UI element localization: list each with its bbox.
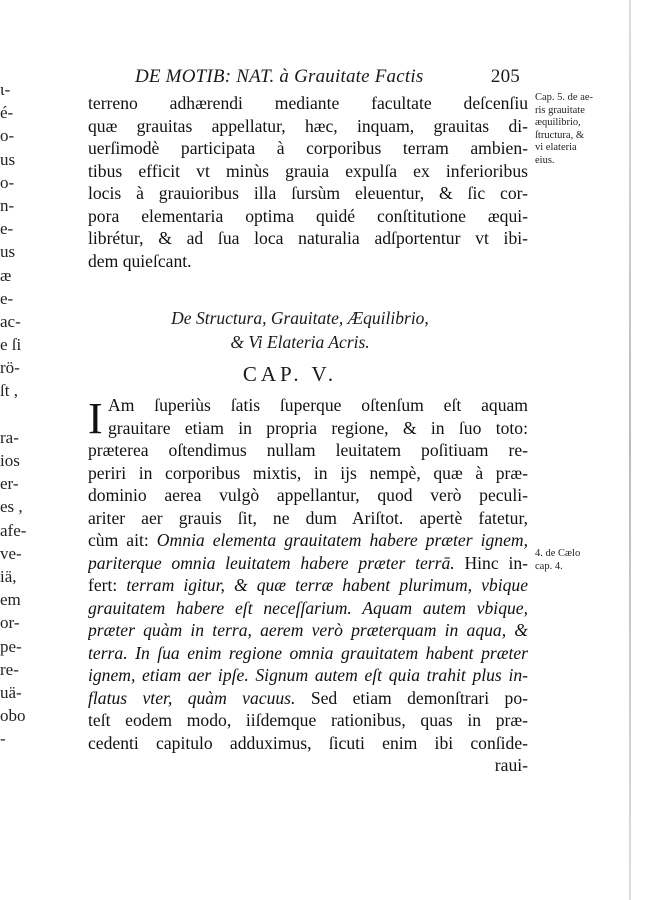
gutter-fragment: -: [0, 729, 6, 749]
gutter-fragment: e-: [0, 288, 14, 308]
margin-note-line: eius.: [535, 154, 555, 166]
gutter-fragment: re-: [0, 659, 19, 679]
text-line: terra. In ſua enim regione omnia grauitatem habent præter: [88, 642, 528, 663]
catchword-line: [88, 754, 528, 777]
gutter-fragment: e-: [0, 219, 14, 239]
gutter-fragment: e ſi: [0, 335, 22, 355]
text-line: cedenti capitulo adduximus, ſicuti enim ibi conſide-: [88, 732, 528, 753]
text-line: periri in corporibus mixtis, in ijs nempè, quæ à præ-: [88, 462, 528, 483]
paragraph-1: [88, 92, 528, 272]
italic-quotation: flatus vter, quàm vacuus.: [88, 687, 296, 708]
italic-quotation: Omnia elementa grauitatem habere præter ignem,: [156, 530, 528, 550]
italic-quotation: terram igitur, & quæ terræ habent plurimum, vbique: [126, 575, 528, 595]
text-line: pora elementaria optima quidé conſtitutione æqui-: [88, 205, 528, 226]
roman-text: Hinc in-: [454, 552, 528, 573]
margin-note-line: cap. 4.: [535, 560, 563, 572]
text-line: præterea oſtendimus nullam leuitatem poſitiuam re-: [88, 440, 528, 460]
gutter-fragment: em: [0, 590, 21, 610]
text-line: dem quieſcant.: [88, 250, 192, 271]
gutter-fragment: o-: [0, 172, 15, 192]
gutter-fragment: es ,: [0, 497, 23, 517]
text-line: Am ſuperiùs ſatis ſuperque oſtenſum eſt aquam: [108, 395, 528, 415]
section-heading-line-1: De Structura, Grauitate, Æquilibrio,: [171, 308, 429, 328]
text-line: grauitare etiam in propria regione, & in ſuo toto:: [108, 417, 528, 438]
gutter-fragment: [0, 403, 30, 426]
margin-note-line: æquilibrio,: [535, 117, 581, 128]
margin-note-line: vi elateria: [535, 142, 577, 153]
margin-note-de-caelo: [535, 548, 615, 573]
text-line: teſt eodem modo, iiſdemque rationibus, quas in præ-: [88, 710, 528, 730]
text-line: uerſimodè participata à corporibus terram ambien-: [88, 138, 528, 158]
gutter-fragment: ac-: [0, 311, 21, 331]
running-head: [135, 66, 520, 88]
text-line: terreno adhærendi mediante facultate deſcenſiu: [88, 93, 528, 113]
margin-note-line: 4. de Cælo: [535, 548, 581, 559]
text-line: dominio aerea vulgò appellantur, quod verò peculi-: [88, 485, 528, 505]
section-heading-line-2: & Vi Elateria Acris.: [230, 332, 370, 352]
gutter-fragment: rö-: [0, 358, 20, 378]
gutter-fragment: afe-: [0, 520, 27, 540]
running-head-title: DE MOTIB: NAT. à Grauitate Factis: [135, 66, 424, 87]
section-heading: [150, 306, 450, 354]
margin-note-line: Cap. 5. de ae-: [535, 92, 594, 103]
text-line: grauitatem habere eſt neceſſarium. Aquam autem vbique,: [88, 597, 528, 618]
text-line: tibus efficit vt minùs grauia expulſa ex inferioribus: [88, 160, 528, 181]
gutter-fragment: é-: [0, 103, 14, 123]
text-line: [88, 529, 528, 552]
text-line: præter quàm in terra, aerem verò præterquam in aqua, &: [88, 620, 528, 640]
gutter-fragment: ſt ,: [0, 381, 18, 401]
margin-note-line: ris grauitate: [535, 104, 585, 116]
text-line: ignem, etiam aer ipſe. Signum autem eſt quia trahit plus in-: [88, 665, 528, 685]
drop-cap: I: [88, 394, 103, 443]
gutter-fragment: us: [0, 149, 16, 169]
gutter-fragment: æ: [0, 265, 12, 285]
italic-quotation: pariterque omnia leuitatem habere præter terrā.: [88, 552, 455, 573]
gutter-fragment: pe-: [0, 636, 22, 656]
margin-note-line: ſtructura, &: [535, 129, 584, 141]
text-line: [88, 574, 528, 597]
gutter-fragment: ios: [0, 451, 20, 470]
gutter-fragment: n-: [0, 195, 15, 215]
text-line: ariter aer grauis ſit, ne dum Ariſtot. apertè fatetur,: [88, 507, 528, 528]
gutter-fragment: or-: [0, 613, 20, 633]
gutter-fragment: ι-: [0, 80, 11, 99]
text-line: [88, 552, 528, 575]
gutter-fragment: ra-: [0, 427, 19, 447]
gutter-fragment: o-: [0, 126, 15, 146]
text-line: quæ grauitas appellatur, hæc, inquam, grauitas di-: [88, 115, 528, 136]
page-fold-shadow: [629, 0, 631, 900]
chapter-number: CAP. V.: [242, 362, 338, 386]
roman-text: fert:: [88, 575, 127, 595]
gutter-fragment: uä-: [0, 682, 22, 702]
page-number: 205: [490, 66, 520, 87]
gutter-fragment: obo: [0, 706, 26, 726]
roman-text: Sed etiam demonſtrari po-: [295, 687, 528, 708]
gutter-fragment: er-: [0, 474, 19, 494]
gutter-fragment: ve-: [0, 543, 22, 563]
text-line: [88, 687, 528, 710]
gutter-fragment: us: [0, 242, 16, 262]
margin-note-chapter-ref: [535, 92, 615, 167]
roman-text: cùm ait:: [88, 530, 157, 550]
facing-page-gutter-text: [0, 78, 30, 750]
catchword: raui-: [494, 755, 528, 775]
text-line: locis à grauioribus illa ſursùm eleuentur, & ſic cor-: [88, 183, 528, 203]
text-line: librétur, & ad ſua loca naturalia adſportentur vt ibi-: [88, 228, 528, 248]
paragraph-2: [88, 394, 528, 754]
gutter-fragment: iä,: [0, 566, 17, 586]
